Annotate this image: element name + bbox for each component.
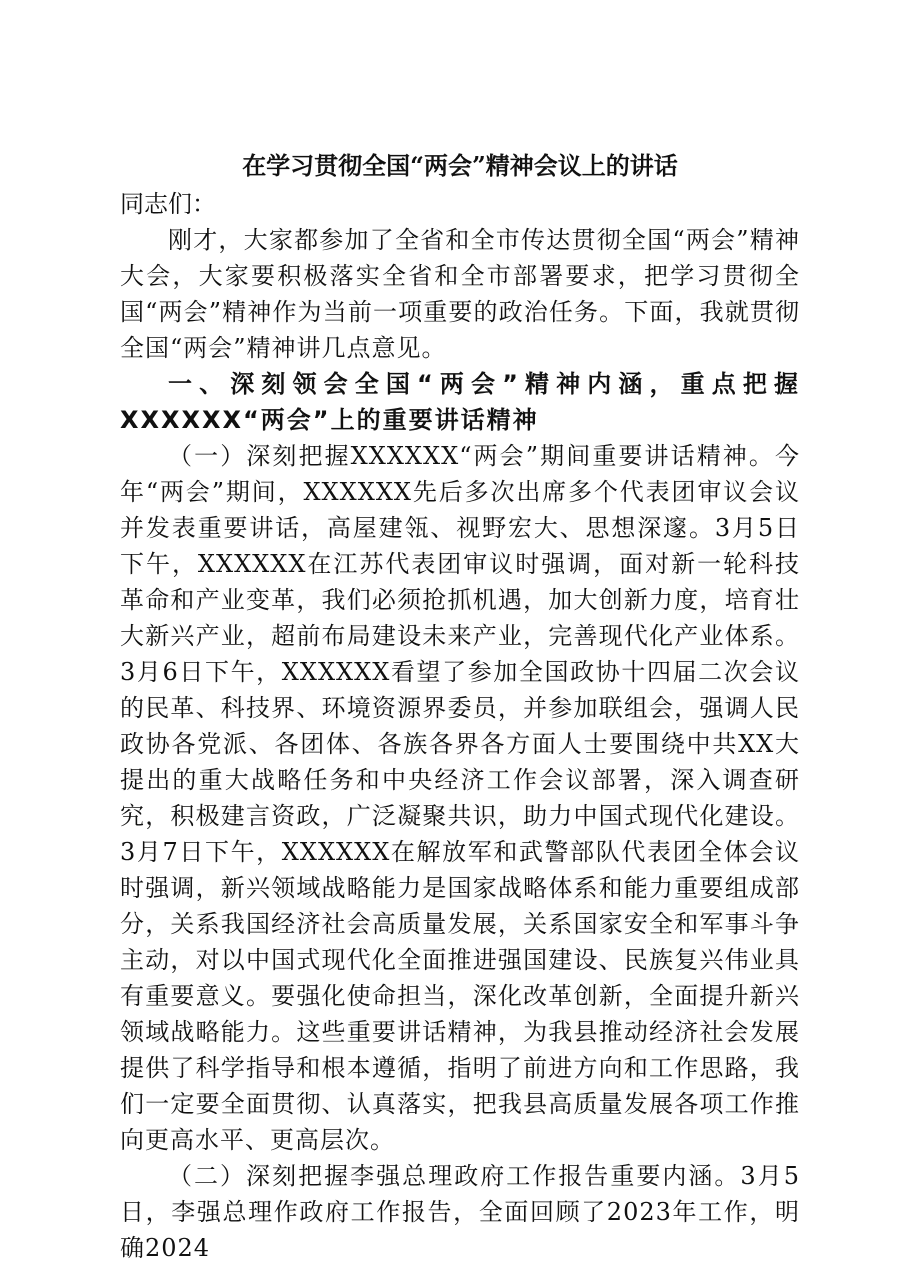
intro-paragraph: 刚才，大家都参加了全省和全市传达贯彻全国“两会”精神大会，大家要积极落实全省和全市部署要求，把学习贯彻全国“两会”精神作为当前一项重要的政治任务。下面，我就贯彻全国“两会”精神讲几点意见。	[120, 226, 800, 362]
section-1-heading: 一、深刻领会全国“两会”精神内涵，重点把握XXXXXX“两会”上的重要讲话精神	[120, 370, 800, 434]
section-1-paragraph-1: （一）深刻把握XXXXXX“两会”期间重要讲话精神。今年“两会”期间，XXXXXX先后多次出席多个代表团审议会议并发表重要讲话，高屋建瓴、视野宏大、思想深邃。3月5日下午，XXXXXX在江苏代表团审议时强调，面对新一轮科技革命和产业变革，我们必须抢抓机遇，加大创新力度，培育壮大新兴产业，超前布局建设未来产业，完善现代化产业体系。3月6日下午，XXXXXX看望了参加全国政协十四届二次会议的民革、科技界、环境资源界委员，并参加联组会，强调人民政协各党派、各团体、各族各界各方面人士要围绕中共XX大提出的重大战略任务和中央经济工作会议部署，深入调查研究，积极建言资政，广泛凝聚共识，助力中国式现代化建设。3月7日下午，XXXXXX在解放军和武警部队代表团全体会议时强调，新兴领域战略能力是国家战略体系和能力重要组成部分，关系我国经济社会高质量发展，关系国家安全和军事斗争主动，对以中国式现代化全面推进强国建设、民族复兴伟业具有重要意义。要强化使命担当，深化改革创新，全面提升新兴领域战略能力。这些重要讲话精神，为我县推动经济社会发展提供了科学指导和根本遵循，指明了前进方向和工作思路，我们一定要全面贯彻、认真落实，把我县高质量发展各项工作推向更高水平、更高层次。	[120, 442, 800, 1154]
document-title: 在学习贯彻全国“两会”精神会议上的讲话	[242, 151, 678, 180]
document-page	[120, 148, 800, 1266]
salutation: 同志们：	[120, 190, 216, 218]
section-1-paragraph-2: （二）深刻把握李强总理政府工作报告重要内涵。3月5日，李强总理作政府工作报告，全面回顾了2023年工作，明确2024	[120, 1162, 800, 1262]
